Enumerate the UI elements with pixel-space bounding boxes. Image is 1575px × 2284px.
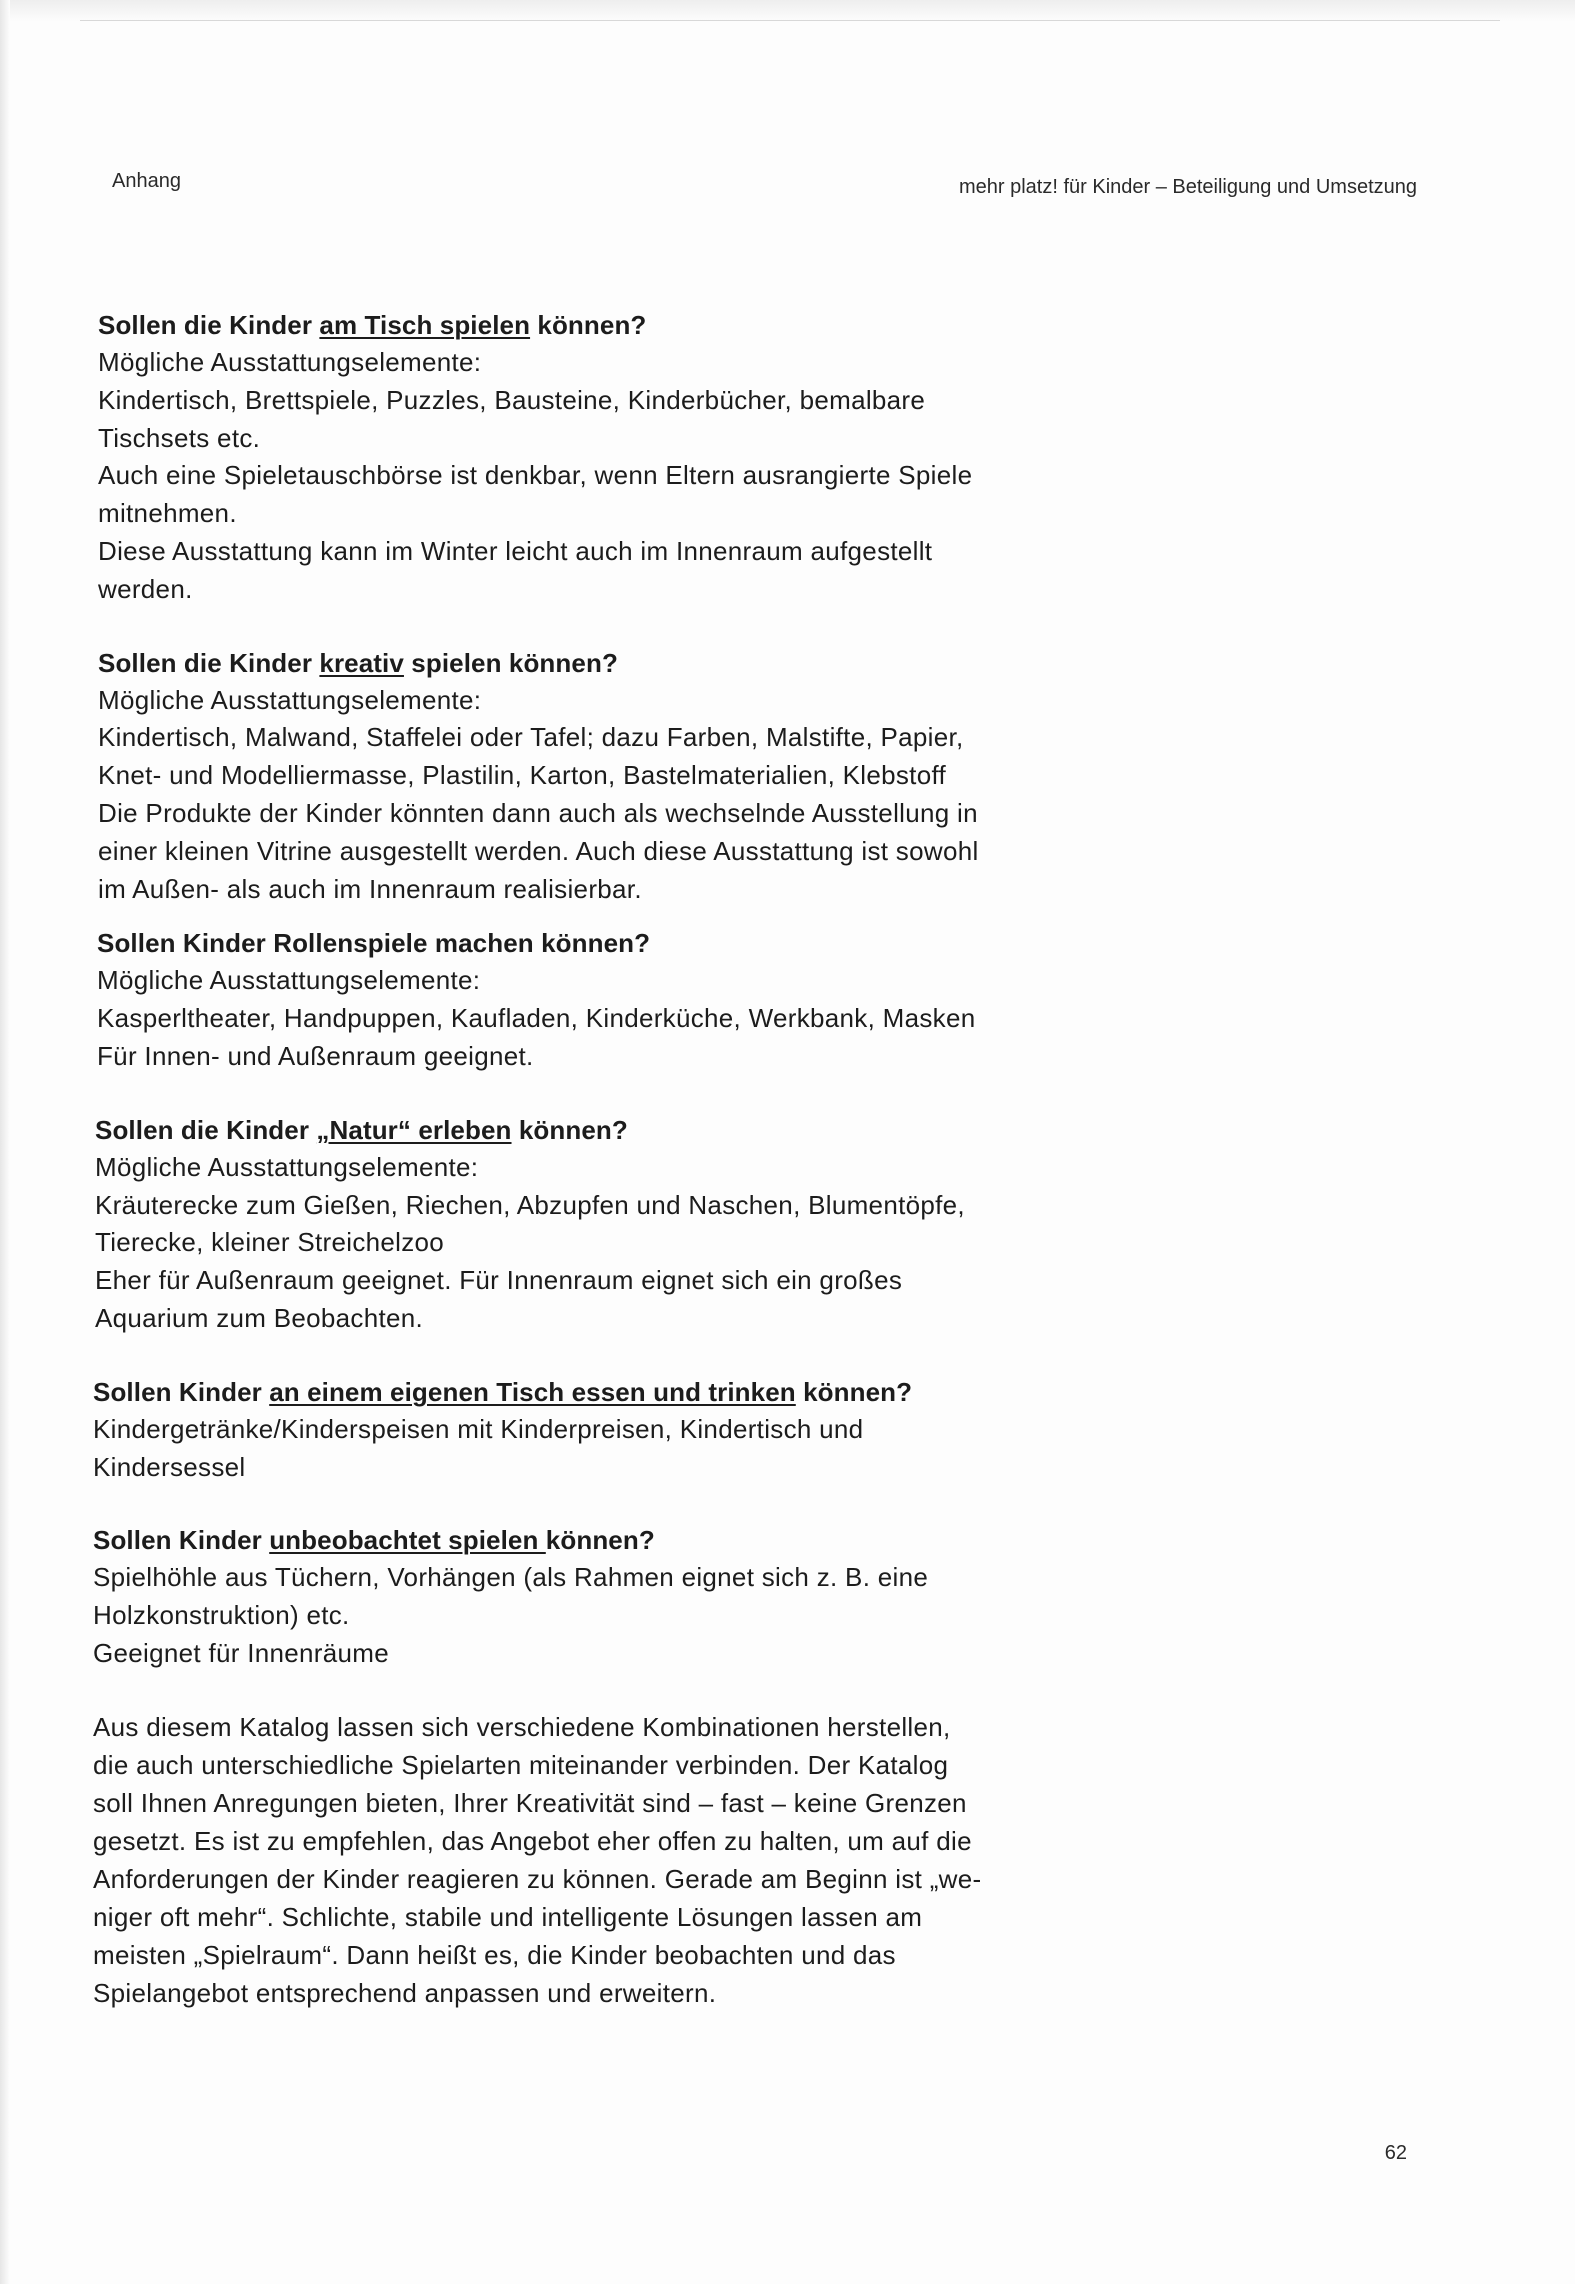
scan-edge-left (0, 0, 10, 2284)
section-heading: Sollen die Kinder kreativ spielen können? (98, 647, 618, 678)
closing-paragraph (93, 1708, 1098, 2012)
section-heading: Sollen Kinder unbeobachtet spielen können? (93, 1525, 655, 1556)
section-own-table (93, 1373, 1098, 1487)
body-line: einer kleinen Vitrine ausgestellt werden. Auch diese Ausstattung ist sowohl (98, 835, 979, 866)
body-line: Anforderungen der Kinder reagieren zu können. Gerade am Beginn ist „we- (93, 1863, 982, 1894)
section-role-play (97, 924, 1098, 1075)
page-number: 62 (1384, 2142, 1407, 2164)
body-line: Kindersessel (93, 1451, 246, 1482)
body-line: Kindertisch, Malwand, Staffelei oder Tafel; dazu Farben, Malstifte, Papier, (98, 722, 964, 753)
body-line: Aquarium zum Beobachten. (95, 1302, 424, 1333)
section-table-play (98, 306, 1098, 609)
section-heading: Sollen die Kinder „Natur“ erleben können? (95, 1114, 628, 1145)
body-line: Mögliche Ausstattungselemente: (97, 965, 481, 996)
heading-emphasis: kreativ (319, 647, 404, 678)
body-line: gesetzt. Es ist zu empfehlen, das Angebot eher offen zu halten, um auf die (93, 1825, 972, 1856)
heading-emphasis: am Tisch spielen (319, 310, 531, 340)
body-line: Kindergetränke/Kinderspeisen mit Kinderpreisen, Kindertisch und (93, 1413, 864, 1444)
page-content (93, 306, 1098, 2012)
body-line: Für Innen- und Außenraum geeignet. (97, 1040, 534, 1071)
body-line: Die Produkte der Kinder könnten dann auch als wechselnde Ausstellung in (98, 797, 978, 828)
body-line: Mögliche Ausstattungselemente: (98, 684, 482, 715)
body-line: meisten „Spielraum“. Dann heißt es, die Kinder beobachten und das (93, 1939, 896, 1970)
heading-emphasis: „Natur“ erleben (316, 1114, 512, 1145)
heading-emphasis: an einem eigenen Tisch essen und trinken (269, 1376, 796, 1407)
body-line: Auch eine Spieletauschbörse ist denkbar, wenn Eltern ausrangierte Spiele (98, 460, 973, 491)
body-line: Geeignet für Innenräume (93, 1637, 389, 1668)
body-line: Mögliche Ausstattungselemente: (98, 347, 482, 377)
body-line: Kräuterecke zum Gießen, Riechen, Abzupfen und Naschen, Blumentöpfe, (95, 1189, 965, 1220)
body-line: Mögliche Ausstattungselemente: (95, 1151, 479, 1182)
heading-emphasis: unbeobachtet spielen (269, 1525, 546, 1556)
body-line: Holzkonstruktion) etc. (93, 1600, 350, 1631)
section-heading: Sollen Kinder an einem eigenen Tisch essen und trinken können? (93, 1376, 913, 1407)
body-line: Tischsets etc. (98, 422, 261, 453)
running-header-left: Anhang (112, 170, 181, 192)
section-unobserved (93, 1521, 1098, 1672)
section-heading: Sollen die Kinder am Tisch spielen können? (98, 310, 647, 340)
scan-line (80, 20, 1500, 21)
body-line: werden. (98, 573, 193, 604)
section-nature (95, 1111, 1098, 1338)
body-line: Diese Ausstattung kann im Winter leicht auch im Innenraum aufgestellt (98, 535, 933, 566)
body-line: soll Ihnen Anregungen bieten, Ihrer Kreativität sind – fast – keine Grenzen (93, 1787, 967, 1818)
section-heading: Sollen Kinder Rollenspiele machen können? (97, 928, 651, 959)
body-line: Knet- und Modelliermasse, Plastilin, Karton, Bastelmaterialien, Klebstoff (98, 760, 947, 791)
body-line: mitnehmen. (98, 498, 237, 529)
running-header-right: mehr platz! für Kinder – Beteiligung und Umsetzung (958, 176, 1417, 198)
section-creative-play (98, 644, 1098, 909)
body-line: die auch unterschiedliche Spielarten miteinander verbinden. Der Katalog (93, 1749, 949, 1780)
body-line: niger oft mehr“. Schlichte, stabile und intelligente Lösungen lassen am (93, 1901, 923, 1932)
body-line: Aus diesem Katalog lassen sich verschiedene Kombinationen herstellen, (93, 1711, 951, 1742)
body-line: Tierecke, kleiner Streichelzoo (95, 1227, 445, 1258)
body-line: Eher für Außenraum geeignet. Für Innenraum eignet sich ein großes (95, 1265, 903, 1296)
body-line: Spielhöhle aus Tüchern, Vorhängen (als Rahmen eignet sich z. B. eine (93, 1562, 929, 1593)
body-line: im Außen- als auch im Innenraum realisierbar. (98, 873, 642, 904)
body-line: Kindertisch, Brettspiele, Puzzles, Bausteine, Kinderbücher, bemalbare (98, 384, 926, 415)
body-line: Spielangebot entsprechend anpassen und erweitern. (93, 1977, 717, 2008)
body-line: Kasperltheater, Handpuppen, Kaufladen, Kinderküche, Werkbank, Masken (97, 1003, 976, 1034)
scan-edge-top (0, 0, 1575, 22)
